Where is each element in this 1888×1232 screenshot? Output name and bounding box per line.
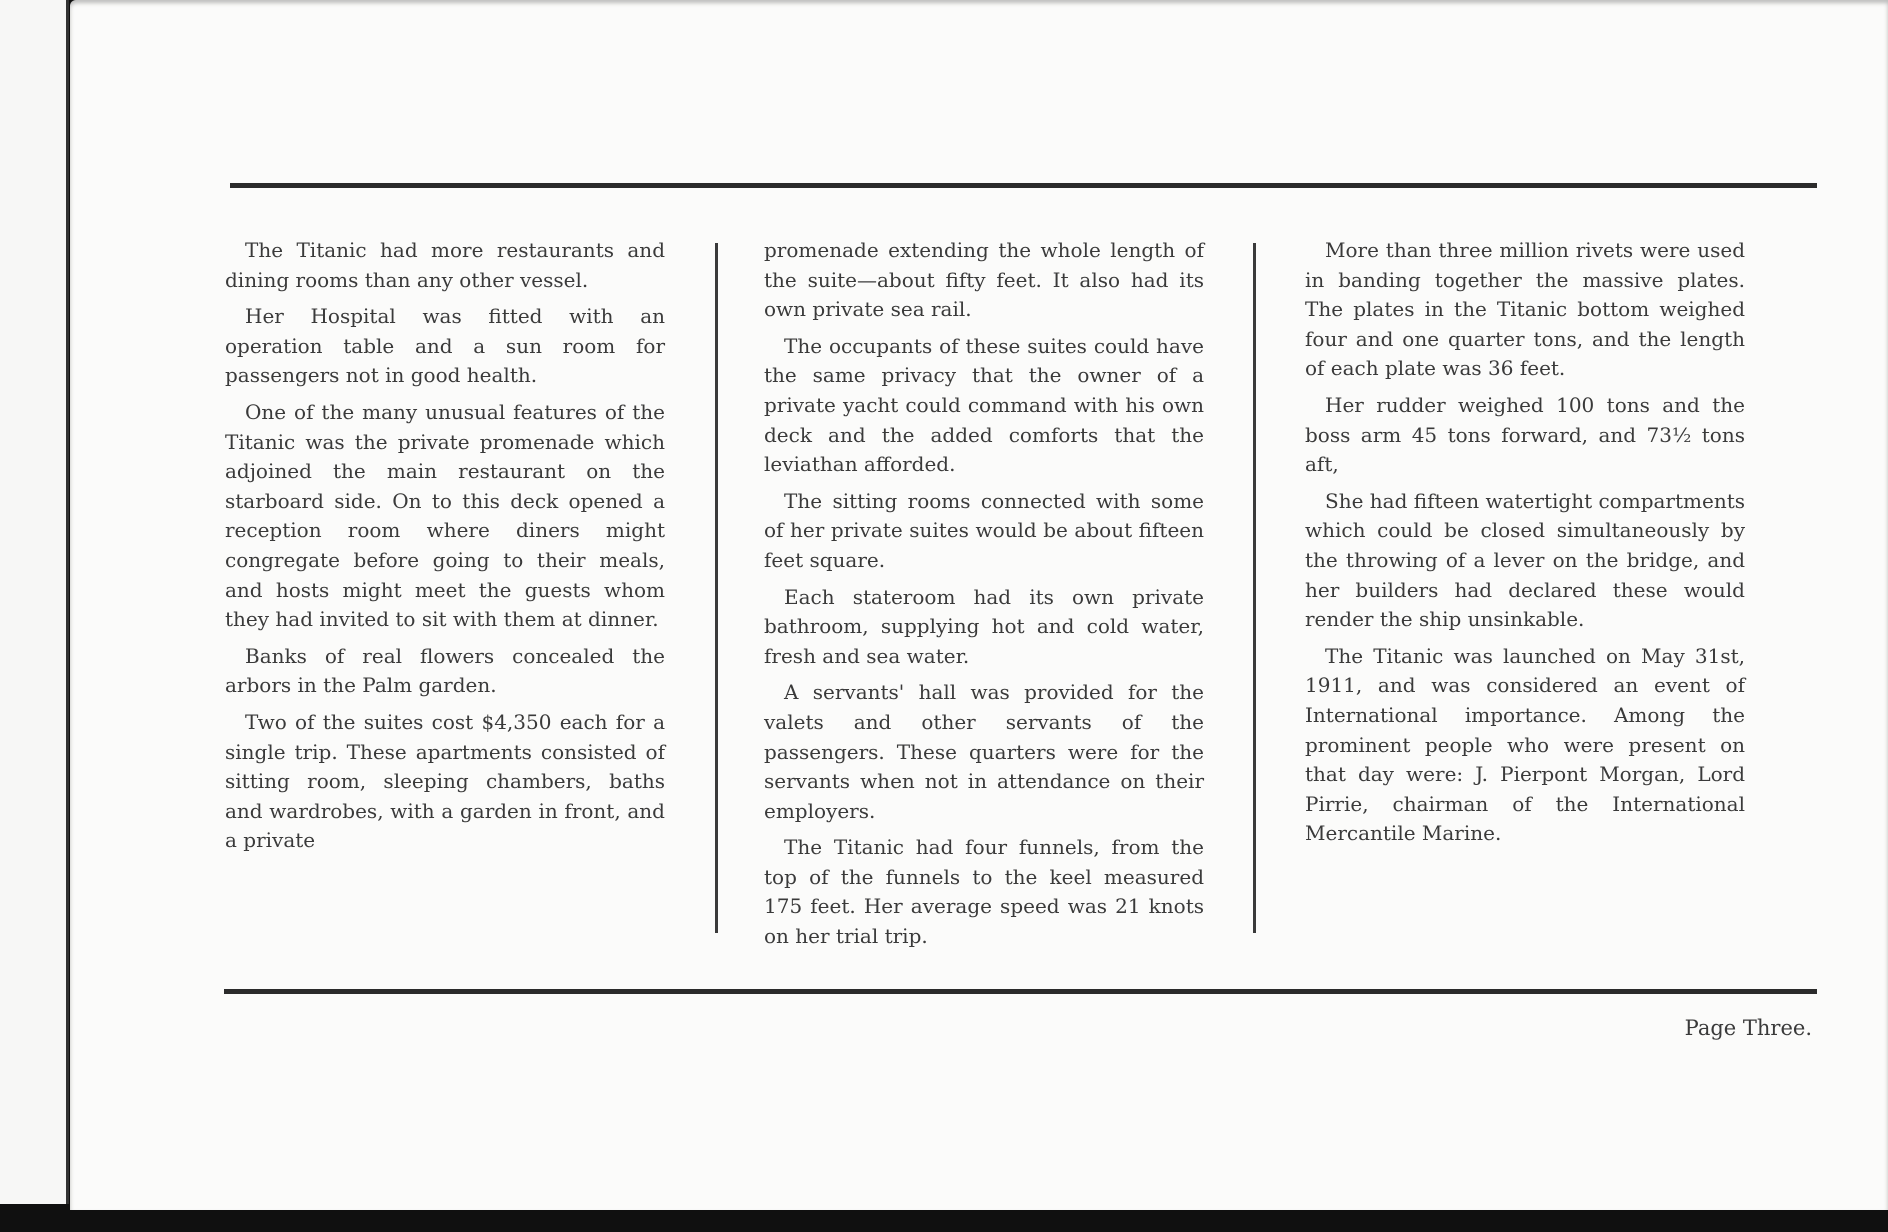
paragraph: Her rudder weighed 100 tons and the boss arm 45 tons forward, and 73½ tons aft,: [1305, 392, 1745, 477]
text-column-1: [225, 236, 665, 863]
paragraph: One of the many unusual features of the Titanic was the private promenade which adjoined the main restaurant on the starboard side. On to this deck opened a reception room where diners might congregate before going to their meals, and hosts might meet the guests whom they had invited to sit with them at dinner.: [225, 399, 665, 632]
top-rule: [230, 183, 1817, 188]
paragraph: Banks of real flowers concealed the arbors in the Palm garden.: [225, 643, 665, 698]
paragraph: More than three million rivets were used in banding together the massive plates. The plates in the Titanic bottom weighed four and one quarter tons, and the length of each plate was 36 feet.: [1305, 238, 1745, 381]
paragraph: Two of the suites cost $4,350 each for a single trip. These apartments consisted of sitting room, sleeping chambers, baths and wardrobes, with a garden in front, and a private: [225, 709, 665, 853]
paragraph: The occupants of these suites could have the same privacy that the owner of a private yacht could command with his own deck and the added comforts that the leviathan afforded.: [764, 333, 1204, 477]
paragraph: The Titanic was launched on May 31st, 1911, and was considered an event of International importance. Among the prominent people who were present on that day were: J. Pierpont Morgan, Lord Pirrie, chairman of the International Mercantile Marine.: [1305, 643, 1745, 846]
paragraph: A servants' hall was provided for the valets and other servants of the passengers. These quarters were for the servants when not in attendance on their employers.: [764, 680, 1204, 823]
paragraph: Each stateroom had its own private bathroom, supplying hot and cold water, fresh and sea water.: [764, 584, 1204, 668]
column-divider: [1253, 243, 1256, 933]
bottom-rule: [224, 989, 1817, 994]
page-number: Page Three.: [1684, 1016, 1812, 1040]
text-column-2: [764, 236, 1204, 959]
paragraph: The Titanic had more restaurants and dining rooms than any other vessel.: [225, 238, 665, 292]
text-column-3: [1305, 236, 1745, 856]
paragraph: She had fifteen watertight compartments which could be closed simultaneously by the throwing of a lever on the bridge, and her builders had declared these would render the ship unsinkable.: [1305, 488, 1745, 632]
paragraph: The Titanic had four funnels, from the top of the funnels to the keel measured 175 feet. Her average speed was 21 knots on her trial trip.: [764, 835, 1204, 949]
column-divider: [715, 243, 718, 933]
paragraph: promenade extending the whole length of the suite—about fifty feet. It also had its own private sea rail.: [764, 238, 1204, 322]
paragraph: The sitting rooms connected with some of her private suites would be about fifteen feet square.: [764, 488, 1204, 572]
paragraph: Her Hospital was fitted with an operation table and a sun room for passengers not in good health.: [225, 304, 665, 388]
adjacent-page-edge: [0, 0, 69, 1204]
book-page: [70, 0, 1888, 1210]
